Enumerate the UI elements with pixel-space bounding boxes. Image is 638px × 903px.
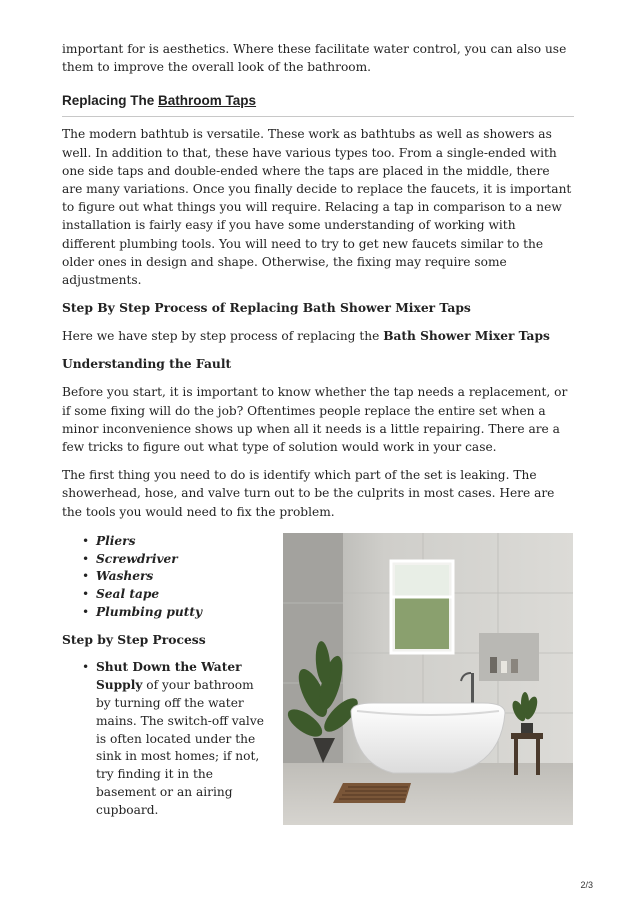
- tool-item: • Screwdriver: [82, 551, 572, 569]
- document-page: [62, 40, 572, 833]
- here-paragraph: [62, 327, 572, 345]
- first-thing-paragraph: The first thing you need to do is identify which part of the set is leaking. The showerhead, hose, and valve turn out to be the culprits in most cases. Here are the tools you would need to fix the problem.: [62, 468, 555, 519]
- section-heading: [62, 92, 572, 110]
- step-item-bold: Shut Down the Water Supply: [96, 660, 242, 693]
- tools-and-image-section: [62, 533, 572, 833]
- here-paragraph-text: Here we have step by step process of replacing the: [62, 329, 384, 344]
- modern-bathtub-paragraph: The modern bathtub is versatile. These work as bathtubs as well as showers as well. In addition to that, these have various types too. From a single-ended with one side taps and double-ended where the taps are placed in the middle, there are many variations. Once you finally decide to replace the faucets, it is important to figure out what things you will require. Relacing a tap in comparison to a new installation is fairly easy if you have some understanding of working with different plumbing tools. You will need to try to get new faucets similar to the older ones in design and shape. Otherwise, the fixing may require some adjustments.: [62, 127, 572, 288]
- tool-item: • Pliers: [82, 533, 572, 551]
- here-paragraph-bold: Bath Shower Mixer Taps: [383, 329, 550, 344]
- section-divider: [62, 116, 574, 117]
- steps-list: [82, 659, 272, 819]
- steps-heading: Step by Step Process: [62, 632, 206, 648]
- intro-paragraph: important for is aesthetics. Where these facilitate water control, you can also use them to improve the overall look of the bathroom.: [62, 42, 567, 75]
- step-item-text: of your bathroom by turning off the water mains. The switch-off valve is often located under the sink in most homes; if not, try finding it in the basement or an airing cupboard.: [96, 678, 264, 817]
- process-heading: Step By Step Process of Replacing Bath Shower Mixer Taps: [62, 300, 471, 316]
- tool-item: • Washers: [82, 568, 572, 586]
- tool-item: • Seal tape: [82, 586, 572, 604]
- fault-heading: Understanding the Fault: [62, 356, 232, 372]
- tool-item: • Plumbing putty: [82, 604, 572, 622]
- step-item: [82, 659, 272, 819]
- fault-paragraph: Before you start, it is important to know whether the tap needs a replacement, or if some fixing will do the job? Oftentimes people replace the entire set when a minor inconvenience shows up when all it needs is a little repairing. There are a few tricks to figure out what type of solution would work in your case.: [62, 385, 568, 455]
- bathroom-photo: [283, 533, 573, 825]
- bathroom-taps-link[interactable]: Bathroom Taps: [158, 93, 257, 109]
- section-heading-prefix: Replacing The: [62, 93, 159, 109]
- page-number: 2/3: [580, 880, 593, 890]
